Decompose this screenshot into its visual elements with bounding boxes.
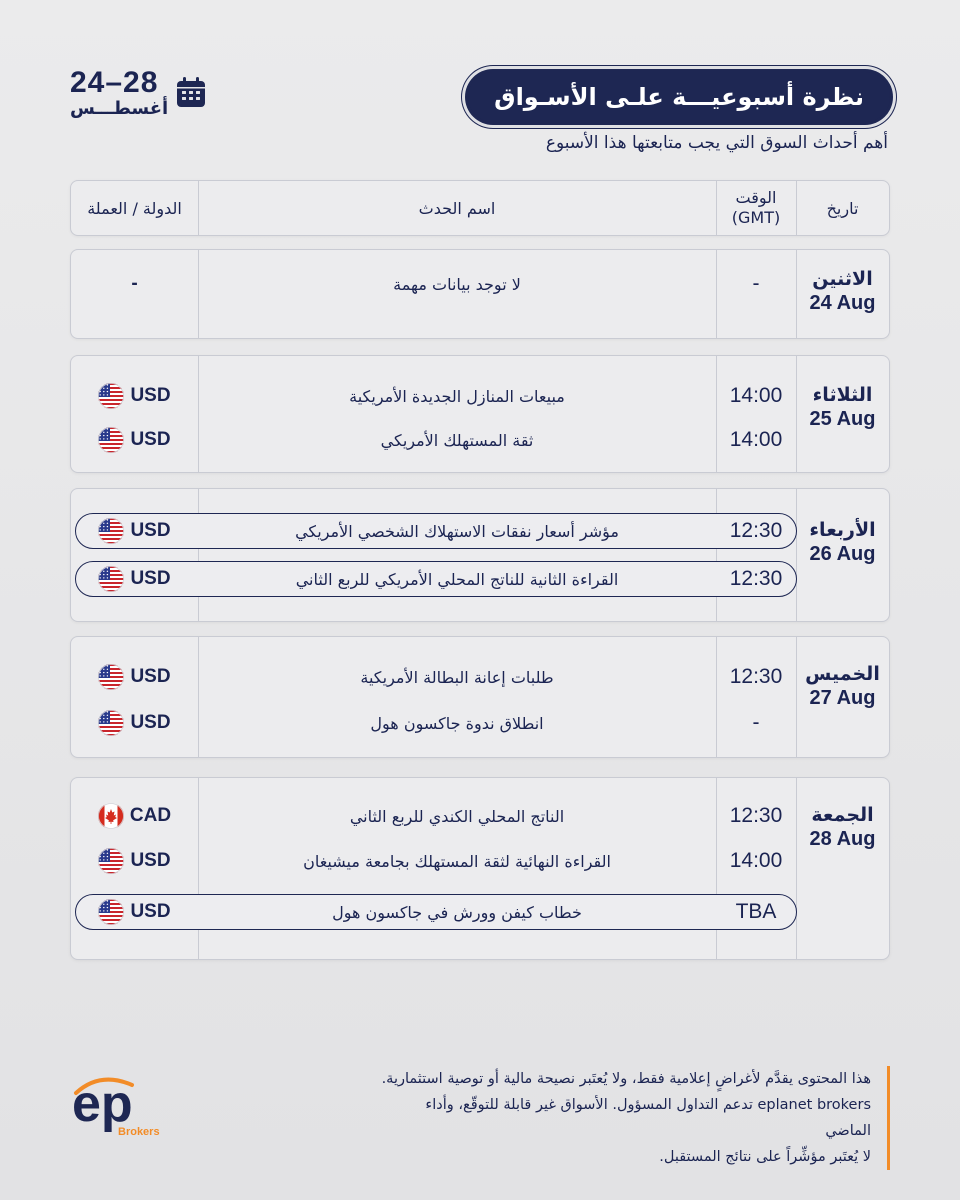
day-date: 25 Aug xyxy=(809,408,876,430)
event-name: مبيعات المنازل الجديدة الأمريكية xyxy=(349,386,565,406)
header-event: اسم الحدث xyxy=(418,198,496,218)
event-row xyxy=(71,703,796,743)
event-country xyxy=(71,703,198,743)
us-flag-icon xyxy=(98,518,124,544)
day-card xyxy=(70,777,890,960)
day-card xyxy=(70,249,890,339)
event-currency: - xyxy=(131,273,138,294)
day-date: 24 Aug xyxy=(809,292,876,314)
month-label: أغسطـــس xyxy=(70,98,169,119)
header-country: الدولة / العملة xyxy=(87,198,182,218)
header-time-zone: (GMT) xyxy=(731,208,781,227)
event-row xyxy=(71,264,796,304)
event-row xyxy=(71,892,796,932)
event-country xyxy=(71,376,198,416)
date-range: 24–28 xyxy=(70,66,159,99)
event-row xyxy=(71,796,796,836)
event-name: القراءة الثانية للناتج المحلي الأمريكي للربع الثاني xyxy=(295,569,619,589)
event-name: ثقة المستهلك الأمريكي xyxy=(380,430,534,450)
event-country xyxy=(71,841,198,881)
day-label xyxy=(796,268,889,315)
event-currency: USD xyxy=(130,901,171,922)
event-country xyxy=(71,559,198,599)
header-time-label: الوقت xyxy=(735,188,777,207)
event-row xyxy=(71,657,796,697)
day-label xyxy=(796,519,889,566)
us-flag-icon xyxy=(98,664,124,690)
event-currency: USD xyxy=(130,520,171,541)
event-country xyxy=(71,796,198,836)
event-time: TBA xyxy=(735,900,777,923)
event-currency: USD xyxy=(130,712,171,733)
event-row xyxy=(71,376,796,416)
day-name: الثلاثاء xyxy=(812,384,873,406)
page-subtitle: أهم أحداث السوق التي يجب متابعتها هذا الأسبوع xyxy=(545,133,888,153)
event-country xyxy=(71,264,198,304)
event-row xyxy=(71,841,796,881)
table-header xyxy=(70,180,890,236)
disclaimer-line: لا يُعتَبر مؤشِّراً على نتائج المستقبل. xyxy=(659,1149,871,1165)
event-name: القراءة النهائية لثقة المستهلك بجامعة ميشيغان xyxy=(303,851,611,871)
us-flag-icon xyxy=(98,566,124,592)
event-name: انطلاق ندوة جاكسون هول xyxy=(370,713,544,733)
day-date: 26 Aug xyxy=(809,543,876,565)
event-row xyxy=(71,420,796,460)
event-name: خطاب كيفن وورش في جاكسون هول xyxy=(332,902,582,922)
disclaimer-line: هذا المحتوى يقدَّم لأغراضٍ إعلامية فقط، ولا يُعتَبر نصيحة مالية أو توصية استثمارية. xyxy=(381,1071,871,1087)
day-name: الجمعة xyxy=(811,804,874,826)
day-name: الاثنين xyxy=(812,268,873,290)
event-country xyxy=(71,657,198,697)
event-time: 12:30 xyxy=(729,567,783,590)
logo-text: Brokers xyxy=(118,1126,160,1138)
event-name: الناتج المحلي الكندي للربع الثاني xyxy=(349,806,565,826)
us-flag-icon xyxy=(98,899,124,925)
event-currency: USD xyxy=(130,385,171,406)
event-time: - xyxy=(752,272,760,295)
event-time: 14:00 xyxy=(729,384,783,407)
event-time: 12:30 xyxy=(729,665,783,688)
day-label xyxy=(796,663,889,710)
day-name: الأربعاء xyxy=(809,519,876,541)
event-currency: USD xyxy=(130,666,171,687)
event-country xyxy=(71,892,198,932)
event-time: 12:30 xyxy=(729,519,783,542)
day-label xyxy=(796,384,889,431)
calendar-icon xyxy=(176,76,206,108)
event-currency: CAD xyxy=(129,805,172,826)
event-name: لا توجد بيانات مهمة xyxy=(393,274,521,294)
header-time xyxy=(716,181,796,235)
us-flag-icon xyxy=(98,427,124,453)
event-currency: USD xyxy=(130,568,171,589)
us-flag-icon xyxy=(98,848,124,874)
event-country xyxy=(71,511,198,551)
event-country xyxy=(71,420,198,460)
event-currency: USD xyxy=(130,850,171,871)
day-card xyxy=(70,636,890,758)
eplanet-logo xyxy=(70,1063,170,1139)
event-time: - xyxy=(752,711,760,734)
event-time: 12:30 xyxy=(729,804,783,827)
page-title: نظرة أسبوعيـــة علـى الأسـواق xyxy=(468,72,890,122)
week-dates xyxy=(70,66,168,119)
event-name: مؤشر أسعار نفقات الاستهلاك الشخصي الأمريكي xyxy=(295,521,619,541)
day-date: 27 Aug xyxy=(809,687,876,709)
event-name: طلبات إعانة البطالة الأمريكية xyxy=(360,667,554,687)
disclaimer-line: eplanet brokers تدعم التداول المسؤول. الأسواق غير قابلة للتوقّع، وأداء الماضي xyxy=(425,1097,871,1139)
event-time: 14:00 xyxy=(729,849,783,872)
logo-mark: ep xyxy=(72,1075,133,1133)
event-time: 14:00 xyxy=(729,428,783,451)
day-date: 28 Aug xyxy=(809,828,876,850)
day-name: الخميس xyxy=(805,663,880,685)
disclaimer xyxy=(380,1066,890,1170)
event-currency: USD xyxy=(130,429,171,450)
day-label xyxy=(796,804,889,851)
us-flag-icon xyxy=(98,383,124,409)
canada-flag-icon xyxy=(98,803,124,829)
event-row xyxy=(71,511,796,551)
day-card xyxy=(70,488,890,622)
us-flag-icon xyxy=(98,710,124,736)
event-row xyxy=(71,559,796,599)
header-date: تاريخ xyxy=(826,198,859,218)
day-card xyxy=(70,355,890,473)
